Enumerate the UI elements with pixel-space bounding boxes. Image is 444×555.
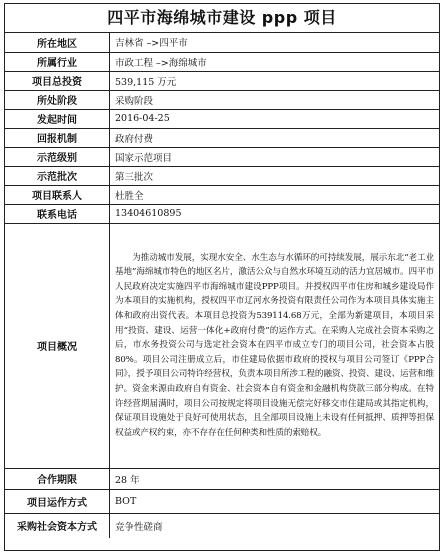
- row-label: 合作期限: [5, 468, 110, 489]
- row-value: 采购阶段: [110, 90, 440, 109]
- row-value: 杜胜全: [110, 185, 440, 204]
- row-value: 市政工程 –>海绵城市: [110, 52, 440, 71]
- row-label: 项目总投资: [5, 71, 110, 90]
- table-row: [5, 489, 439, 513]
- table-row: [5, 128, 439, 147]
- document-title: 四平市海绵城市建设 ppp 项目: [5, 4, 439, 33]
- table-row: [5, 71, 439, 90]
- table-row: [5, 185, 439, 204]
- overview-text: 为推动城市发展，实现水安全、水生态与水循环的可持续发展，展示东北“老工业基地”海绵城市特色的地区名片，激活公众与自然水环境互动的活力宜居城市。四平市人民政府决定实施四平市海绵城市建设PPP项目。并授权四平市住房和城乡建设局作为本项目的实施机构，授权四平市辽河水务投资有限责任公司作为本项目具体实施主体和政府出资代表。本项目总投资为539114.68万元，全部为新建项目，本项目采用“投资、建设、运营一体化+政府付费”的运作方式。在采购人完成社会资本采购之后，市水务投资公司与选定社会资本在四平市成立专门的项目公司，社会资本占股80%。项目公司注册成立后，市住建局依据市政府的授权与项目公司签订《PPP合同》，授予项目公司特许经营权，负责本项目所涉工程的融资、投资、建设、运营和维护。资金来源由政府自有资金、社会资本自有资金和金融机构贷款三部分构成。在特许经营期届满时，项目公司按规定将项目设施无偿完好移交市住建局或其指定机构，保证项目设施处于良好可使用状态，且全部项目设施上未设有任何抵押、质押等担保权益或产权约束，亦不存存在任何种类和性质的索赔权。: [110, 223, 440, 468]
- row-value: 吉林省 –>四平市: [110, 33, 440, 52]
- row-label: 所在地区: [5, 33, 110, 52]
- project-info-table: [5, 33, 439, 538]
- row-label: 示范批次: [5, 166, 110, 185]
- table-row: [5, 109, 439, 128]
- row-value: 13404610895: [110, 204, 440, 223]
- project-info-document: [4, 3, 440, 551]
- row-label: 回报机制: [5, 128, 110, 147]
- row-value: 政府付费: [110, 128, 440, 147]
- overview-row: [5, 223, 439, 468]
- row-value: BOT: [110, 489, 440, 513]
- row-value: 国家示范项目: [110, 147, 440, 166]
- row-value: 竞争性磋商: [110, 513, 440, 538]
- table-row: [5, 513, 439, 538]
- table-row: [5, 166, 439, 185]
- row-label: 发起时间: [5, 109, 110, 128]
- table-row: [5, 33, 439, 52]
- row-label: 项目运作方式: [5, 489, 110, 513]
- row-value: 28 年: [110, 468, 440, 489]
- row-value: 2016-04-25: [110, 109, 440, 128]
- row-value: 第三批次: [110, 166, 440, 185]
- table-row: [5, 204, 439, 223]
- row-label: 所处阶段: [5, 90, 110, 109]
- row-label: 采购社会资本方式: [5, 513, 110, 538]
- table-row: [5, 52, 439, 71]
- overview-label: 项目概况: [5, 223, 110, 468]
- table-row: [5, 90, 439, 109]
- row-label: 联系电话: [5, 204, 110, 223]
- row-label: 示范级别: [5, 147, 110, 166]
- row-label: 项目联系人: [5, 185, 110, 204]
- row-value: 539,115 万元: [110, 71, 440, 90]
- row-label: 所属行业: [5, 52, 110, 71]
- table-row: [5, 468, 439, 489]
- table-row: [5, 147, 439, 166]
